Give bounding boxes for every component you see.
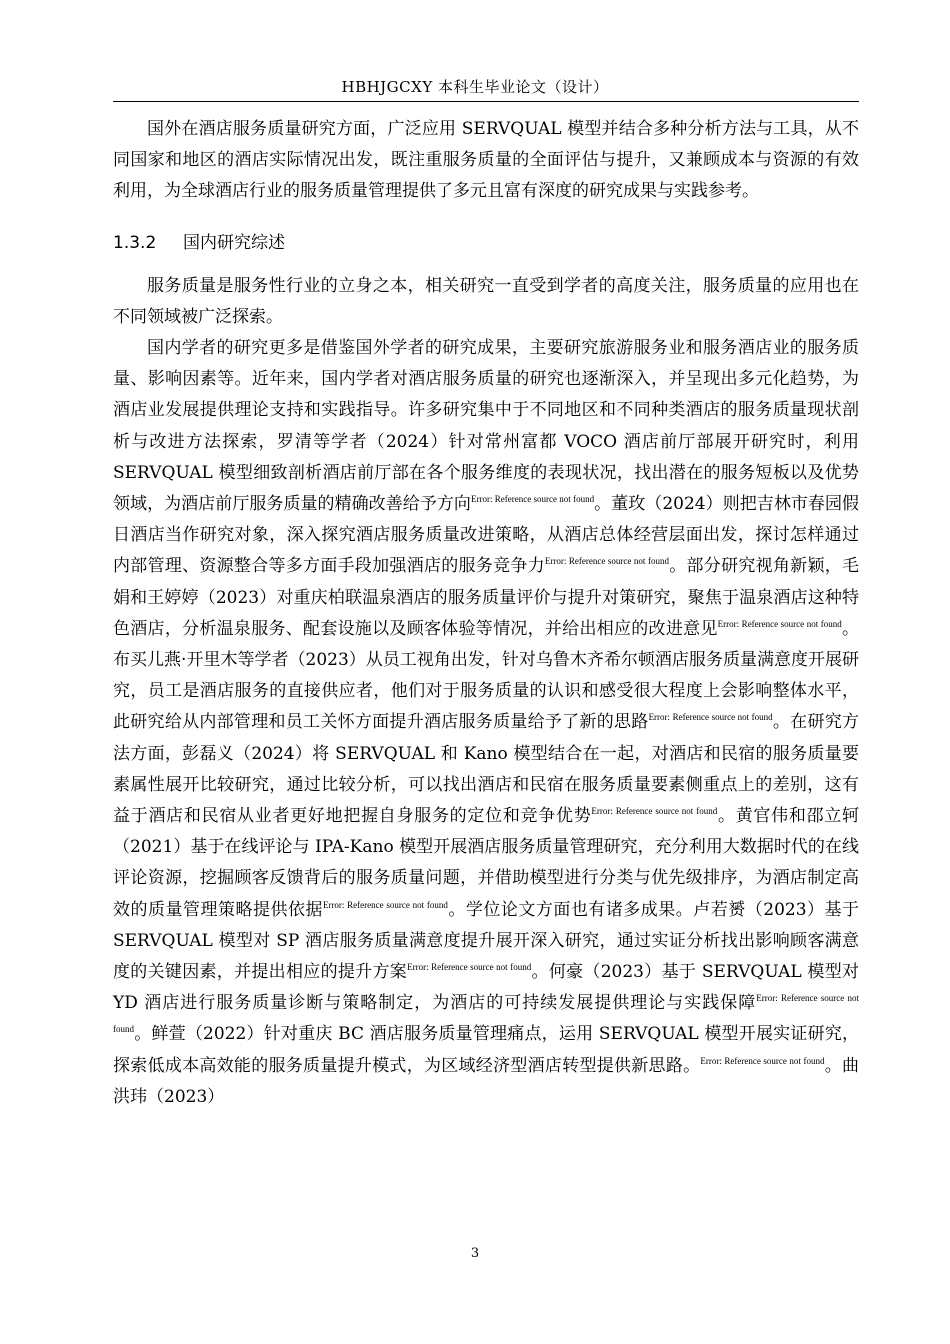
text-segment: 。曲洪玮（2023） — [113, 1055, 860, 1107]
section-number: 1.3.2 — [113, 232, 157, 253]
text-segment: 国内学者的研究更多是借鉴国外学者的研究成果，主要研究旅游服务业和服务酒店业的服务质量、影响因素等。近年来，国内学者对酒店服务质量的研究也逐渐深入，并呈现出多元化趋势，为酒店业发展提供理论支持和实践指导。许多研究集中于不同地区和不同种类酒店的服务质量现状剖析与改进方法探索，罗清等学者（2024）针对常州富都 VOCO 酒店前厅部展开研究时，利用 SERVQUAL 模型细致剖析酒店前厅部在各个服务维度的表现状况，找出潜在的服务短板以及优势领域，为酒店前厅服务质量的精确改善给予方向 — [113, 338, 859, 515]
citation-error: Error: Reference source not found — [717, 618, 842, 629]
citation-error: Error: Reference source not found — [648, 712, 773, 723]
paragraph-service-quality: 服务质量是服务性行业的立身之本，相关研究一直受到学者的高度关注，服务质量的应用也在不同领域被广泛探索。 — [113, 275, 859, 327]
text-segment: 。董玫（2024）则把吉林市春园假日酒店当作研究对象，深入探究酒店服务质量改进策略，从酒店总体经营层面出发，探讨怎样通过内部管理、资源整合等多方面手段加强酒店的服务竞争力 — [113, 494, 860, 577]
text-segment: 。何豪（2023）基于 SERVQUAL 模型对 YD 酒店进行服务质量诊断与策略制定，为酒店的可持续发展提供理论与实践保障 — [113, 962, 860, 1014]
citation-error: Error: Reference source not found — [700, 1055, 825, 1066]
header-rule — [113, 101, 859, 102]
text-segment: 。鲜萱（2022）针对重庆 BC 酒店服务质量管理痛点，运用 SERVQUAL 模型开展实证研究，探索低成本高效能的服务质量提升模式，为区域经济型酒店转型提供新思路。 — [113, 1024, 859, 1076]
citation-error: Error: Reference source not found — [322, 899, 448, 910]
section-heading — [113, 228, 859, 259]
citation-error: Error: Reference source not found — [407, 962, 532, 973]
citation-error: Error: Reference source not found — [591, 806, 718, 817]
page-body — [113, 114, 859, 1113]
citation-error: Error: Reference source not found — [544, 556, 669, 567]
text-segment: 。部分研究视角新颖，毛娟和王婷婷（2023）对重庆柏联温泉酒店的服务质量评价与提升对策研究，聚焦于温泉酒店这种特色酒店，分析温泉服务、配套设施以及顾客体验等情况，并给出相应的改进意见 — [113, 556, 860, 639]
text-segment: 。布买儿燕·开里木等学者（2023）从员工视角出发，针对乌鲁木齐希尔顿酒店服务质量满意度开展研究，员工是酒店服务的直接供应者，他们对于服务质量的认识和感受很大程度上会影响整体水平，此研究给从内部管理和员工关怀方面提升酒店服务质量给予了新的思路 — [113, 618, 860, 733]
text-segment: 。黄官伟和邵立轲（2021）基于在线评论与 IPA-Kano 模型开展酒店服务质量管理研究，充分利用大数据时代的在线评论资源，挖掘顾客反馈背后的服务质量问题，并借助模型进行分类与优先级排序，为酒店制定高效的质量管理策略提供依据 — [113, 806, 860, 920]
paragraph-foreign-summary: 国外在酒店服务质量研究方面，广泛应用 SERVQUAL 模型并结合多种分析方法与工具，从不同国家和地区的酒店实际情况出发，既注重服务质量的全面评估与提升，又兼顾成本与资源的有效利用，为全球酒店行业的服务质量管理提供了多元且富有深度的研究成果与实践参考。 — [113, 119, 859, 202]
citation-error: Error: Reference source not found — [113, 993, 859, 1035]
citation-error: Error: Reference source not found — [470, 494, 595, 505]
text-segment: 。学位论文方面也有诸多成果。卢若赟（2023）基于 SERVQUAL 模型对 SP 酒店服务质量满意度提升展开深入研究，通过实证分析找出影响顾客满意度的关键因素，并提出相应的提升方案 — [113, 899, 860, 983]
section-title: 国内研究综述 — [183, 232, 285, 253]
page-header: HBHJGCXY 本科生毕业论文（设计） — [341, 78, 609, 96]
paragraph-domestic-review — [113, 333, 859, 1113]
page-number: 3 — [470, 1246, 480, 1261]
text-segment: 。在研究方法方面，彭磊义（2024）将 SERVQUAL 和 Kano 模型结合在一起，对酒店和民宿的服务质量要素属性展开比较研究，通过比较分析，可以找出酒店和民宿在服务质量要素侧重点上的差别，这有益于酒店和民宿从业者更好地把握自身服务的定位和竞争优势 — [113, 712, 860, 827]
